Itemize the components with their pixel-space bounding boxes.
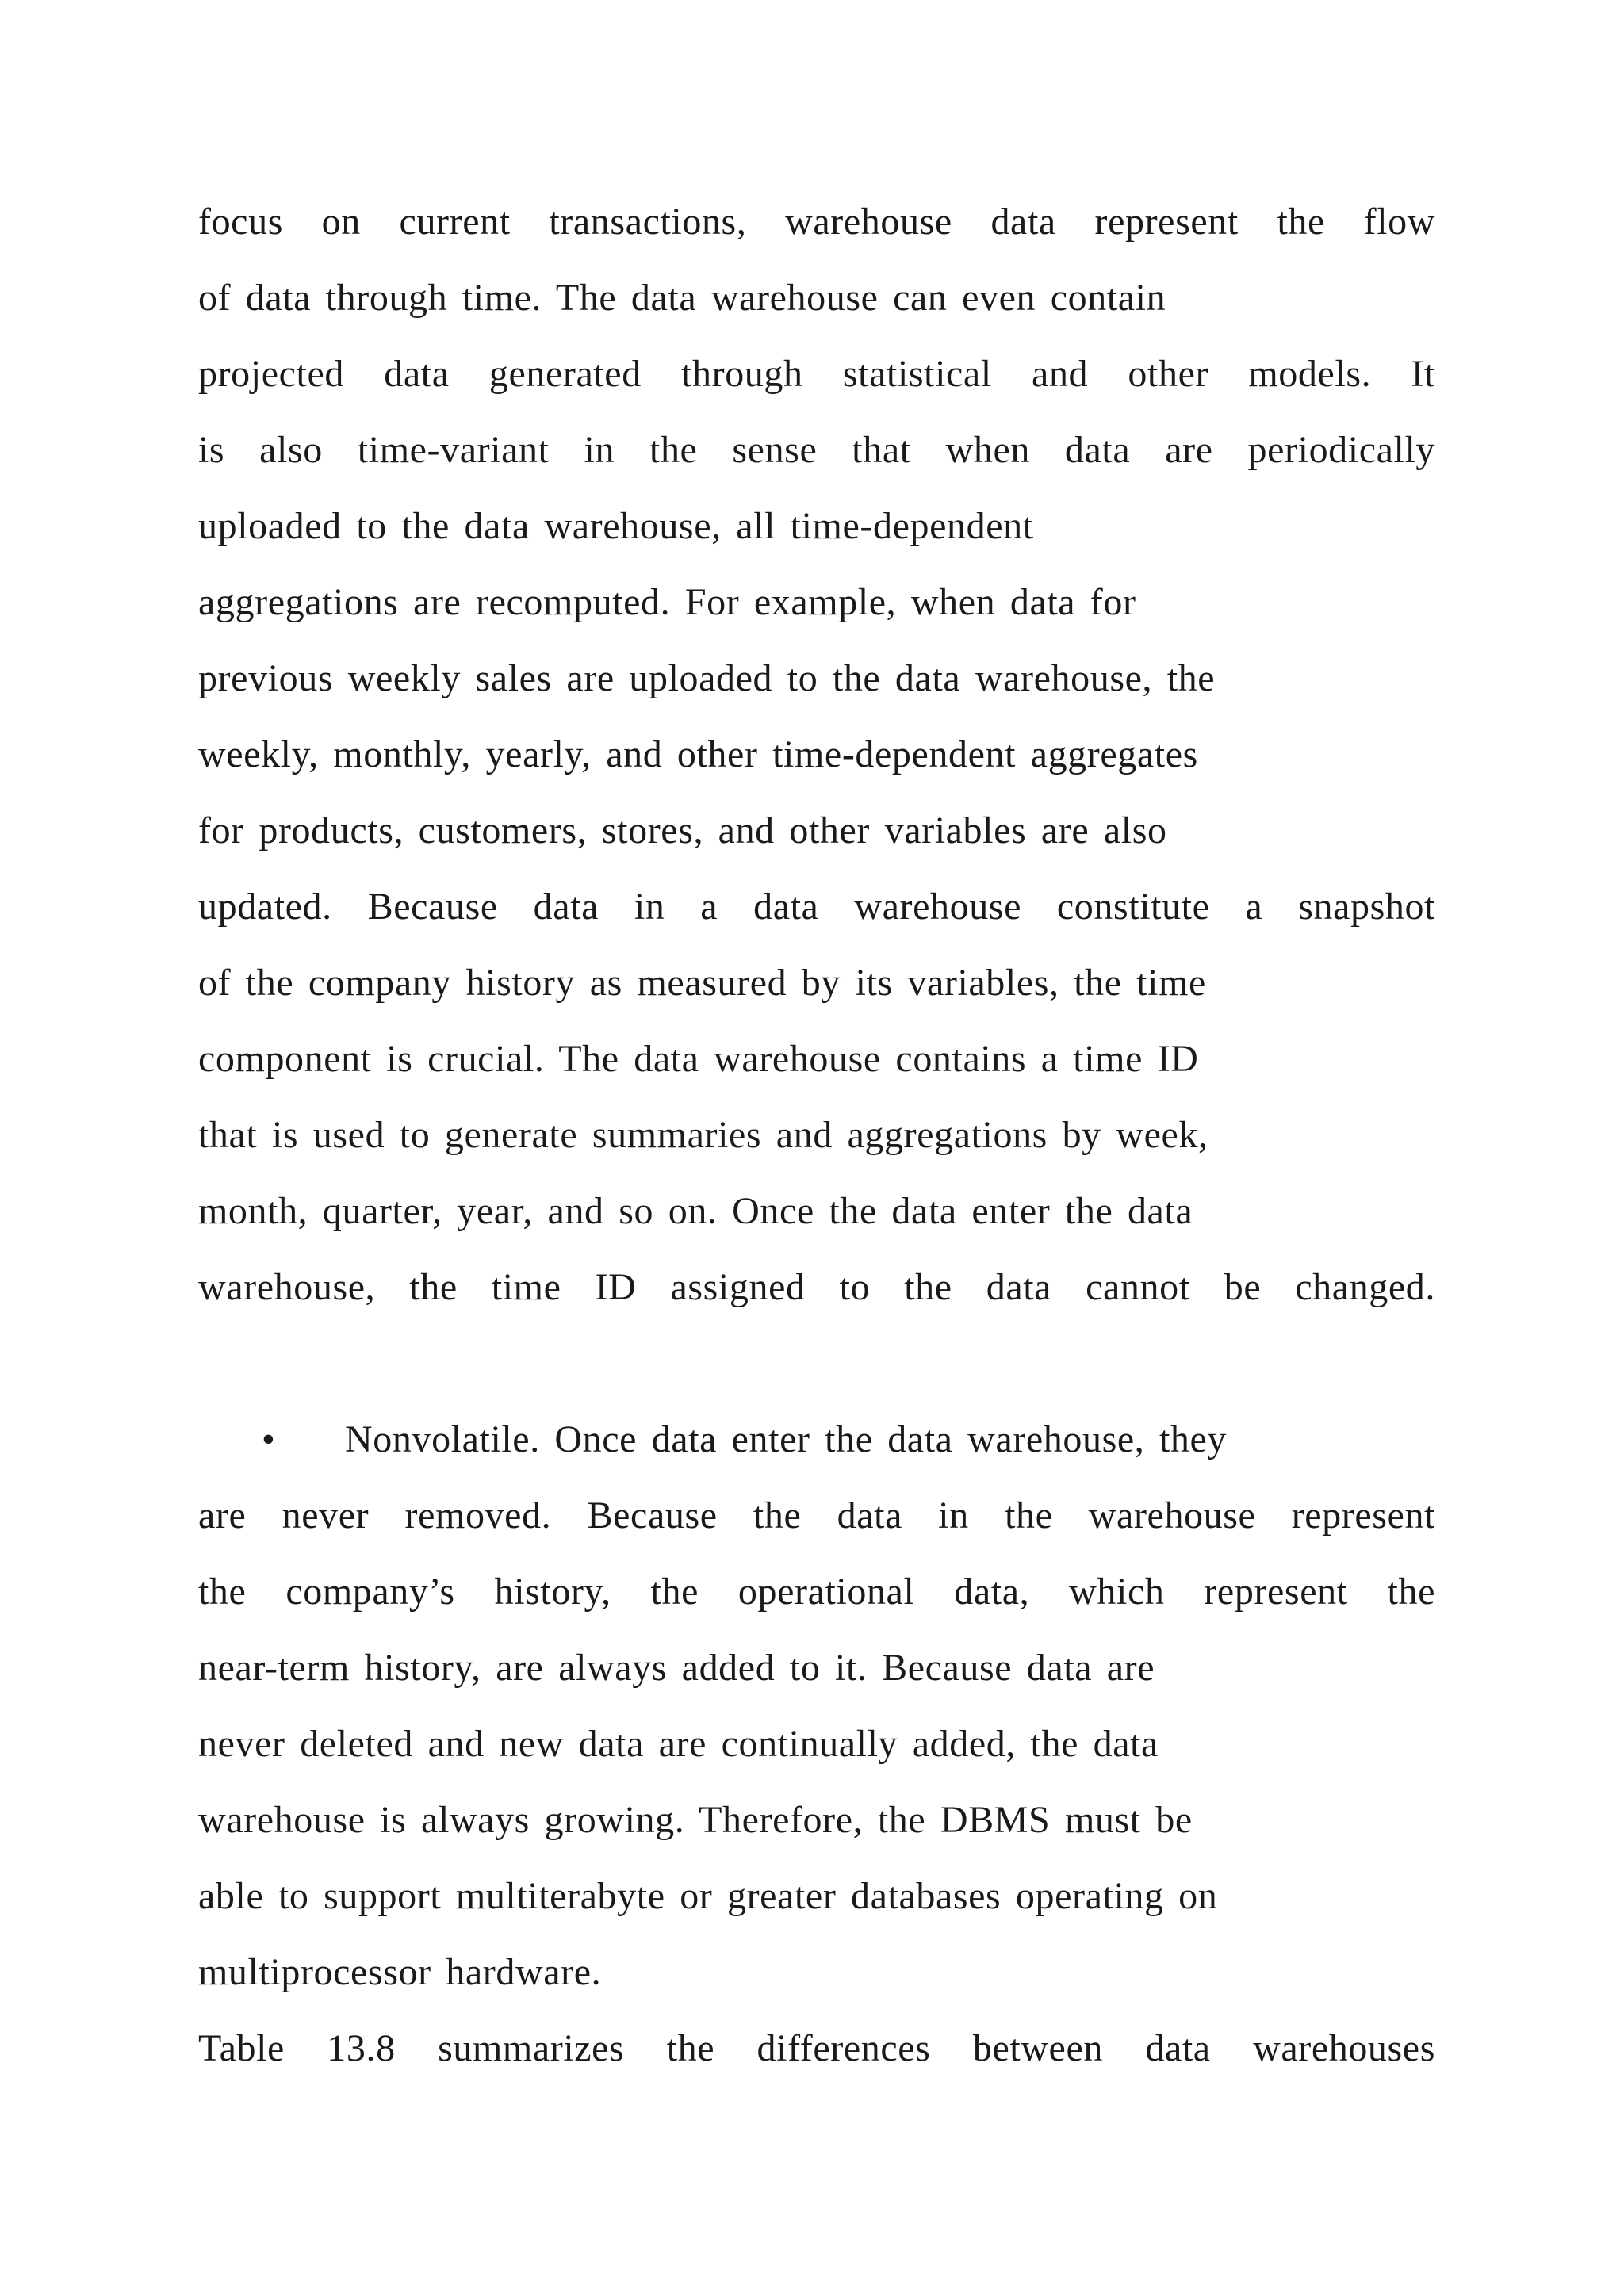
text-line: are never removed. Because the data in the warehouse represent [198, 1494, 1435, 1536]
text-line: previous weekly sales are uploaded to the data warehouse, the [198, 657, 1216, 699]
text-line: warehouse is always growing. Therefore, the DBMS must be [198, 1799, 1193, 1841]
text-line: projected data generated through statistical and other models. It [198, 353, 1435, 395]
text-line: updated. Because data in a data warehouse constitute a snapshot [198, 886, 1435, 928]
text-line: of the company history as measured by its variables, the time [198, 962, 1206, 1004]
text-line: uploaded to the data warehouse, all time-dependent [198, 505, 1034, 547]
text-line: Table 13.8 summarizes the differences between data warehouses [198, 2027, 1435, 2069]
text-line: Nonvolatile. Once data enter the data warehouse, they [345, 1418, 1228, 1460]
text-line: for products, customers, stores, and other variables are also [198, 809, 1167, 851]
text-line: month, quarter, year, and so on. Once the data enter the data [198, 1190, 1193, 1232]
text-line: of data through time. The data warehouse can even contain [198, 277, 1166, 319]
text-line: focus on current transactions, warehouse data represent the flow [198, 201, 1435, 243]
text-line: multiprocessor hardware. [198, 1951, 602, 1993]
text-line: that is used to generate summaries and aggregations by week, [198, 1114, 1208, 1156]
text-line: warehouse, the time ID assigned to the data cannot be changed. [198, 1266, 1435, 1308]
text-line: aggregations are recomputed. For example, when data for [198, 581, 1136, 623]
bullet-glyph: • [262, 1418, 275, 1460]
text-line: the company’s history, the operational data, which represent the [198, 1571, 1435, 1613]
text-line: near-term history, are always added to it. Because data are [198, 1647, 1155, 1689]
text-line: weekly, monthly, yearly, and other time-dependent aggregates [198, 733, 1198, 775]
text-line: component is crucial. The data warehouse contains a time ID [198, 1038, 1199, 1080]
text-line: able to support multiterabyte or greater databases operating on [198, 1875, 1218, 1917]
text-line: is also time-variant in the sense that when data are periodically [198, 429, 1435, 471]
text-line: never deleted and new data are continually added, the data [198, 1723, 1159, 1765]
